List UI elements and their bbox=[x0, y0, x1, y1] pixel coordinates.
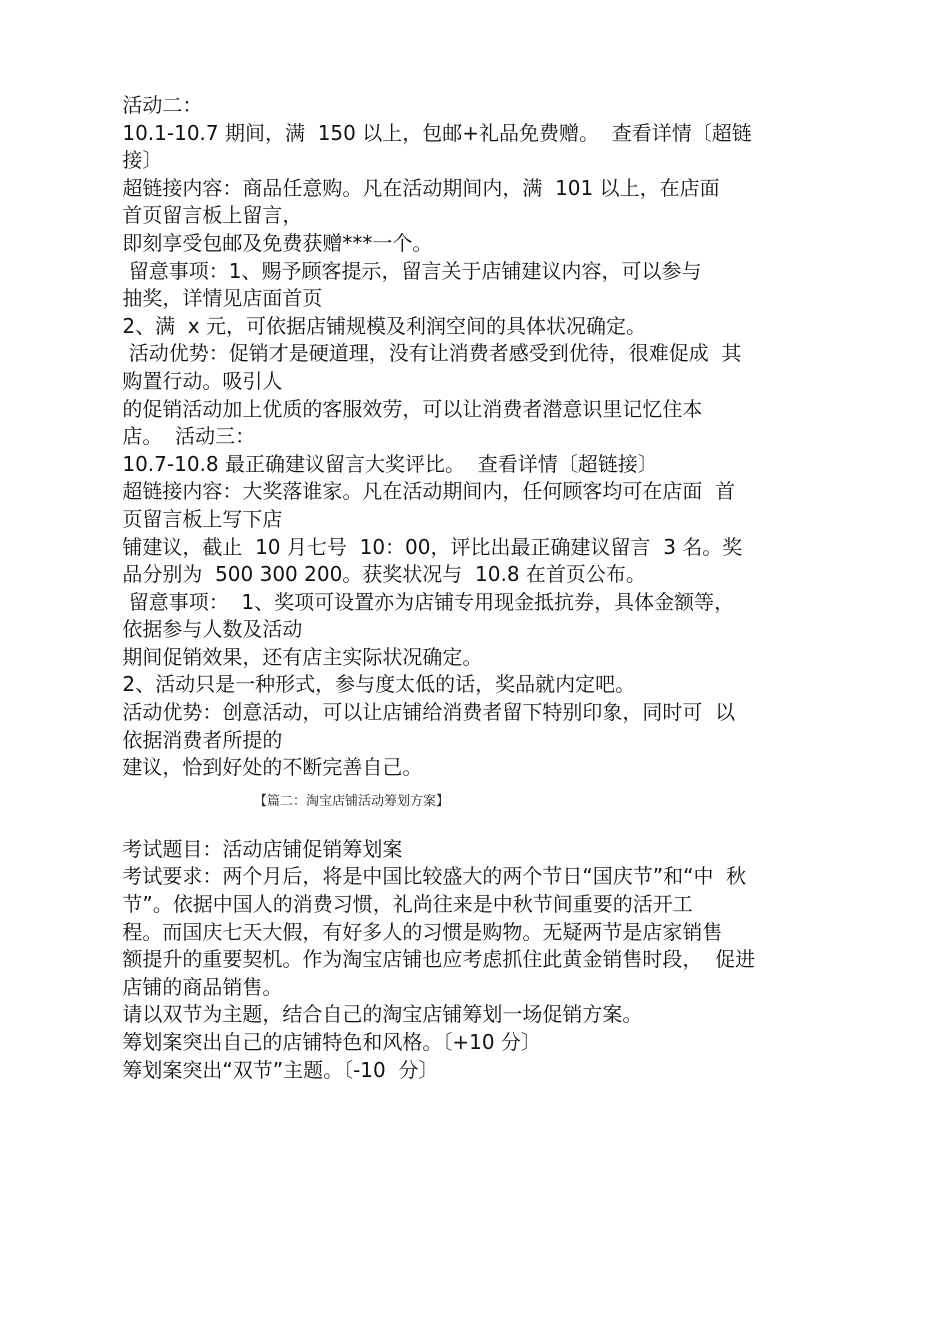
text-line: 超链接内容：大奖落谁家。凡在活动期间内，任何顾客均可在店面 首 bbox=[116, 479, 736, 504]
text-line: 抽奖，详情见店面首页 bbox=[116, 286, 323, 311]
text-line: 活动优势：创意活动，可以让店铺给消费者留下特别印象，同时可 以 bbox=[116, 700, 736, 725]
text-line: 筹划案突出自己的店铺特色和风格。〔+10 分〕 bbox=[116, 1030, 541, 1054]
text-line: 节”。依据中国人的消费习惯，礼尚往来是中秋节间重要的活开工 bbox=[116, 892, 693, 917]
text-line: 品分别为 500 300 200。获奖状况与 10.8 在首页公布。 bbox=[116, 562, 646, 587]
text-line: 依据参与人数及活动 bbox=[116, 617, 303, 642]
text-line: 考试要求：两个月后，将是中国比较盛大的两个节日“国庆节”和“中 秋 bbox=[116, 864, 747, 889]
text-line: 额提升的重要契机。作为淘宝店铺也应考虑抓住此黄金销售时段， 促进 bbox=[116, 947, 756, 972]
text-line: 2、活动只是一种形式，参与度太低的话，奖品就内定吧。 bbox=[116, 672, 636, 697]
text-line: 即刻享受包邮及免费获赠***一个。 bbox=[116, 230, 433, 255]
text-line: 店。 活动三： bbox=[116, 424, 256, 449]
text-line: 2、满 x 元，可依据店铺规模及利润空间的具体状况确定。 bbox=[116, 313, 646, 338]
activity-section bbox=[116, 92, 836, 782]
text-line: 首页留言板上留言， bbox=[116, 203, 303, 228]
section-spacer bbox=[116, 782, 836, 787]
text-line: 留意事项：1、赐予顾客提示，留言关于店铺建议内容，可以参与 bbox=[116, 258, 702, 283]
text-line: 10.7-10.8 最正确建议留言大奖评比。 查看详情〔超链接〕 bbox=[116, 451, 658, 476]
text-line: 程。而国庆七天大假，有好多人的习惯是购物。无疑两节是店家销售 bbox=[116, 919, 723, 944]
text-line: 留意事项： 1、奖项可设置亦为店铺专用现金抵抗券，具体金额等， bbox=[116, 589, 735, 614]
text-line: 期间促销效果，还有店主实际状况确定。 bbox=[116, 644, 483, 669]
text-line: 铺建议，截止 10 月七号 10：00，评比出最正确建议留言 3 名。奖 bbox=[116, 534, 743, 559]
text-line: 10.1-10.7 期间，满 150 以上，包邮+礼品免费赠。 查看详情〔超链 bbox=[116, 120, 752, 145]
text-line: 考试题目：活动店铺促销筹划案 bbox=[116, 836, 403, 861]
text-line: 依据消费者所提的 bbox=[116, 727, 283, 752]
text-line: 活动二： bbox=[116, 93, 203, 117]
document-body bbox=[116, 92, 836, 1084]
text-line: 接〕 bbox=[116, 148, 163, 173]
text-line: 活动优势：促销才是硬道理，没有让消费者感受到优待，很难促成 其 bbox=[116, 341, 742, 366]
text-line: 建议，恰到好处的不断完善自己。 bbox=[116, 755, 423, 780]
text-line: 请以双节为主题，结合自己的淘宝店铺筹划一场促销方案。 bbox=[116, 1002, 643, 1027]
exam-section bbox=[116, 836, 836, 1084]
text-line: 页留言板上写下店 bbox=[116, 506, 283, 531]
text-line: 筹划案突出“双节”主题。〔-10 分〕 bbox=[116, 1057, 439, 1082]
text-line: 的促销活动加上优质的客服效劳，可以让消费者潜意识里记忆住本 bbox=[116, 396, 703, 421]
text-line: 店铺的商品销售。 bbox=[116, 974, 283, 999]
text-line: 购置行动。吸引人 bbox=[116, 368, 283, 393]
section-heading: 【篇二：淘宝店铺活动筹划方案】 bbox=[254, 793, 450, 809]
text-line: 超链接内容：商品任意购。凡在活动期间内，满 101 以上，在店面 bbox=[116, 175, 720, 200]
